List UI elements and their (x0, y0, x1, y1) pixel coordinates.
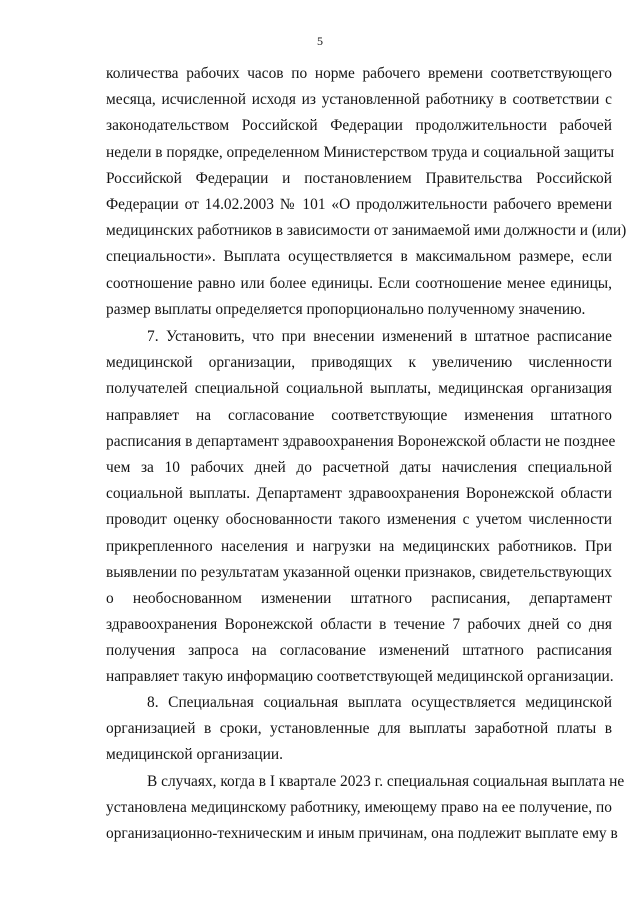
paragraph-q1-2023 (106, 769, 625, 848)
text-line: организацией в сроки, установленные для выплаты заработной платы в (106, 720, 612, 738)
text-line: месяца, исчисленной исходя из установленной работнику в соответствии с (106, 91, 612, 109)
text-line: В случаях, когда в I квартале 2023 г. специальная социальная выплата не (147, 773, 625, 790)
text-line: специальности». Выплата осуществляется в максимальном размере, если (106, 248, 612, 266)
page-number: 5 (317, 34, 323, 48)
text-line: здравоохранения Воронежской области в течение 7 рабочих дней со дня (106, 616, 612, 634)
text-line: расписания в департамент здравоохранения Воронежской области не позднее (106, 432, 616, 450)
paragraph-item-8 (106, 690, 612, 769)
text-line: Российской Федерации и постановлением Правительства Российской (106, 169, 612, 187)
text-line: соотношение равно или более единицы. Если соотношение менее единицы, (106, 274, 612, 292)
text-line: медицинской организации, приводящих к увеличению численности (106, 354, 612, 372)
text-line: прикрепленного населения и нагрузки на медицинских работников. При (106, 537, 612, 555)
text-line: выявлении по результатам указанной оценки признаков, свидетельствующих (106, 563, 612, 581)
text-line: о необоснованном изменении штатного расписания, департамент (106, 589, 612, 607)
text-line: Федерации от 14.02.2003 № 101 «О продолжительности рабочего времени (106, 195, 612, 213)
text-line: размер выплаты определяется пропорционально полученному значению. (106, 300, 586, 318)
paragraph-continuation (106, 61, 627, 323)
text-line: направляет такую информацию соответствующей медицинской организации. (106, 668, 614, 686)
text-line: направляет на согласование соответствующие изменения штатного (106, 406, 612, 424)
text-line: организационно-техническим и иным причинам, она подлежит выплате ему в (106, 825, 618, 843)
text-line: 7. Установить, что при внесении изменений в штатное расписание (147, 328, 612, 345)
text-line: 8. Специальная социальная выплата осуществляется медицинской (147, 694, 612, 711)
text-line: установлена медицинскому работнику, имеющему право на ее получение, по (106, 799, 612, 817)
text-line: чем за 10 рабочих дней до расчетной даты начисления специальной (106, 458, 612, 476)
text-line: медицинской организации. (106, 746, 283, 764)
text-line: проводит оценку обоснованности такого изменения с учетом численности (106, 511, 612, 529)
text-line: законодательством Российской Федерации продолжительности рабочей (106, 117, 612, 135)
text-line: получения запроса на согласование изменений штатного расписания (106, 642, 612, 660)
paragraph-item-7 (106, 324, 616, 691)
text-line: получателей специальной социальной выплаты, медицинская организация (106, 380, 612, 398)
text-line: медицинских работников в зависимости от занимаемой ими должности и (или) (106, 222, 627, 240)
text-line: социальной выплаты. Департамент здравоохранения Воронежской области (106, 485, 612, 503)
text-line: количества рабочих часов по норме рабочего времени соответствующего (106, 65, 612, 82)
text-line: недели в порядке, определенном Министерством труда и социальной защиты (106, 143, 615, 161)
